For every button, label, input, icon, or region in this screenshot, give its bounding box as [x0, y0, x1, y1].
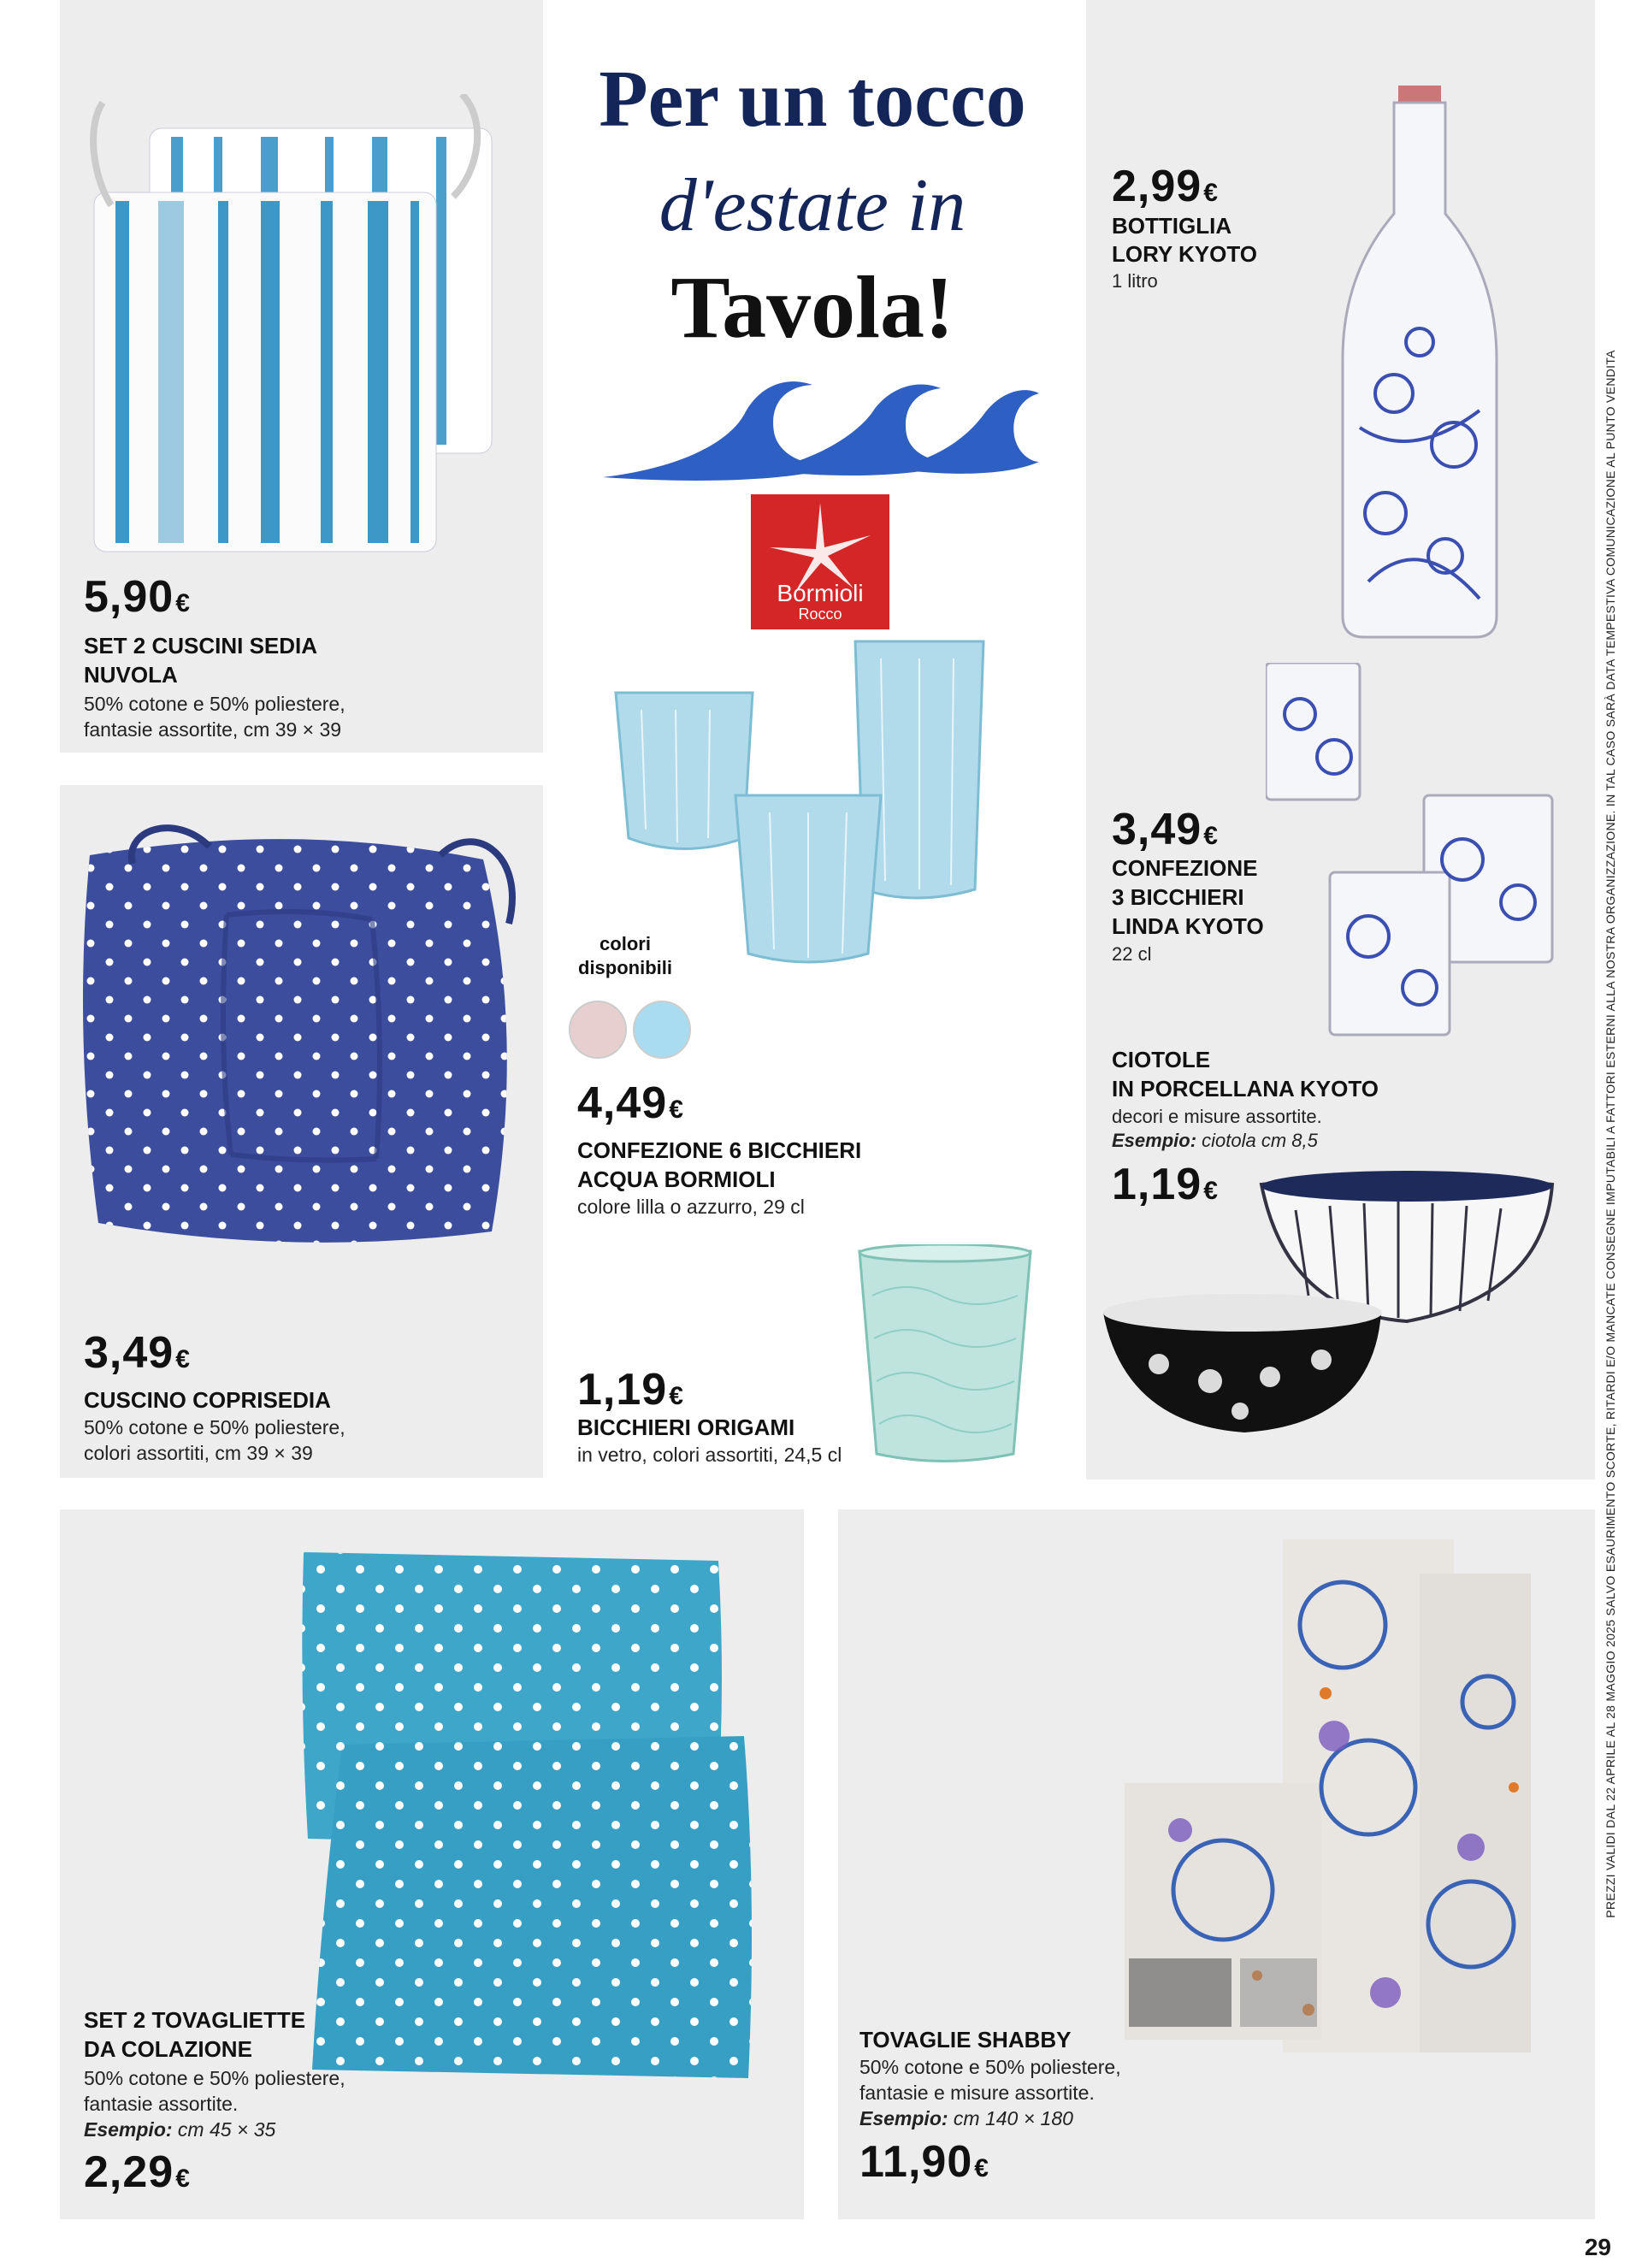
example-shabby: Esempio: cm 140 × 180 — [859, 2107, 1073, 2129]
colors-label-1: colori — [600, 933, 651, 954]
price-ciotole: 1,19€ — [1112, 1160, 1219, 1209]
price-bottiglia: 2,99€ — [1112, 162, 1219, 211]
desc-coprisedia-1: 50% cotone e 50% poliestere, — [84, 1416, 346, 1438]
desc-ciotole: decori e misure assortite. — [1112, 1106, 1322, 1127]
price-coprisedia: 3,49€ — [84, 1328, 191, 1378]
placemats-image — [291, 1539, 770, 2087]
swatch-lilla — [569, 1001, 627, 1059]
legal-note: PREZZI VALIDI DAL 22 APRILE AL 28 MAGGIO 2025 SALVO ESAURIMENTO SCORTE, RITARDI E/O MANCATE CONSEGNE IMPUTABILI A FATTORI ESTERNI ALLA NOSTRA ORGANIZZAZIONE. IN TAL CASO SARÀ DATA TEMPESTIVA COMUNICAZIONE AL PUNTO VENDITA — [1604, 350, 1617, 1918]
heading-line2: d'estate in — [659, 164, 966, 247]
title-shabby: TOVAGLIE SHABBY — [859, 2027, 1072, 2052]
heading-line3: Tavola! — [670, 258, 954, 357]
example-ciotole: Esempio: ciotola cm 8,5 — [1112, 1130, 1318, 1151]
title-bottiglia-1: BOTTIGLIA — [1112, 213, 1232, 239]
desc-coprisedia-2: colori assortiti, cm 39 × 39 — [84, 1442, 313, 1464]
desc-origami: in vetro, colori assortiti, 24,5 cl — [577, 1444, 842, 1466]
example-tovagliette: Esempio: cm 45 × 35 — [84, 2118, 276, 2141]
title-ciotole-2: IN PORCELLANA KYOTO — [1112, 1076, 1379, 1102]
page-number: 29 — [1584, 2234, 1611, 2260]
desc-acqua: colore lilla o azzurro, 29 cl — [577, 1196, 805, 1218]
brand-logo — [751, 494, 889, 629]
title-ciotole-1: CIOTOLE — [1112, 1047, 1211, 1072]
desc-cuscini-nuvola-2: fantasie assortite, cm 39 × 39 — [84, 718, 342, 741]
wave-icon — [599, 368, 1043, 487]
logo-sub-text: Rocco — [798, 605, 842, 623]
desc-shabby-1: 50% cotone e 50% poliestere, — [859, 2056, 1121, 2078]
title-tovagliette-2: DA COLAZIONE — [84, 2036, 252, 2062]
bottle-image — [1334, 86, 1505, 641]
price-origami: 1,19€ — [577, 1365, 684, 1415]
price-tovagliette: 2,29€ — [84, 2147, 191, 2197]
desc-linda: 22 cl — [1112, 943, 1152, 965]
desc-bottiglia: 1 litro — [1112, 270, 1158, 292]
title-cuscini-nuvola-2: NUVOLA — [84, 662, 178, 688]
desc-tovagliette-2: fantasie assortite. — [84, 2093, 239, 2115]
colors-label-2: disponibili — [578, 957, 672, 978]
desc-shabby-2: fantasie e misure assortite. — [859, 2082, 1095, 2104]
title-origami: BICCHIERI ORIGAMI — [577, 1415, 795, 1440]
acqua-glasses-image — [607, 624, 1018, 966]
origami-glass-image — [855, 1244, 1035, 1467]
desc-tovagliette-1: 50% cotone e 50% poliestere, — [84, 2067, 346, 2089]
title-linda-2: 3 BICCHIERI — [1112, 884, 1244, 910]
title-coprisedia: CUSCINO COPRISEDIA — [84, 1387, 331, 1413]
swatch-azzurro — [633, 1001, 691, 1059]
price-acqua: 4,49€ — [577, 1078, 684, 1128]
cushion-striped-image — [77, 94, 505, 573]
title-linda-1: CONFEZIONE — [1112, 855, 1258, 881]
logo-brand-text: Bormioli — [777, 580, 864, 606]
price-cuscini-nuvola: 5,90€ — [84, 572, 191, 622]
heading-line1: Per un tocco — [599, 55, 1026, 144]
title-acqua-1: CONFEZIONE 6 BICCHIERI — [577, 1137, 862, 1163]
title-linda-3: LINDA KYOTO — [1112, 913, 1264, 939]
price-linda: 3,49€ — [1112, 805, 1219, 854]
price-shabby: 11,90€ — [859, 2137, 989, 2187]
title-bottiglia-2: LORY KYOTO — [1112, 241, 1257, 267]
cushion-dotted-image — [81, 821, 526, 1266]
desc-cuscini-nuvola-1: 50% cotone e 50% poliestere, — [84, 693, 346, 715]
bowls-image — [1099, 1167, 1578, 1441]
title-acqua-2: ACQUA BORMIOLI — [577, 1166, 776, 1192]
tablecloths-image — [1112, 1531, 1591, 2052]
title-tovagliette-1: SET 2 TOVAGLIETTE — [84, 2007, 306, 2033]
title-cuscini-nuvola-1: SET 2 CUSCINI SEDIA — [84, 633, 318, 659]
kyoto-glasses-image — [1266, 663, 1556, 1039]
